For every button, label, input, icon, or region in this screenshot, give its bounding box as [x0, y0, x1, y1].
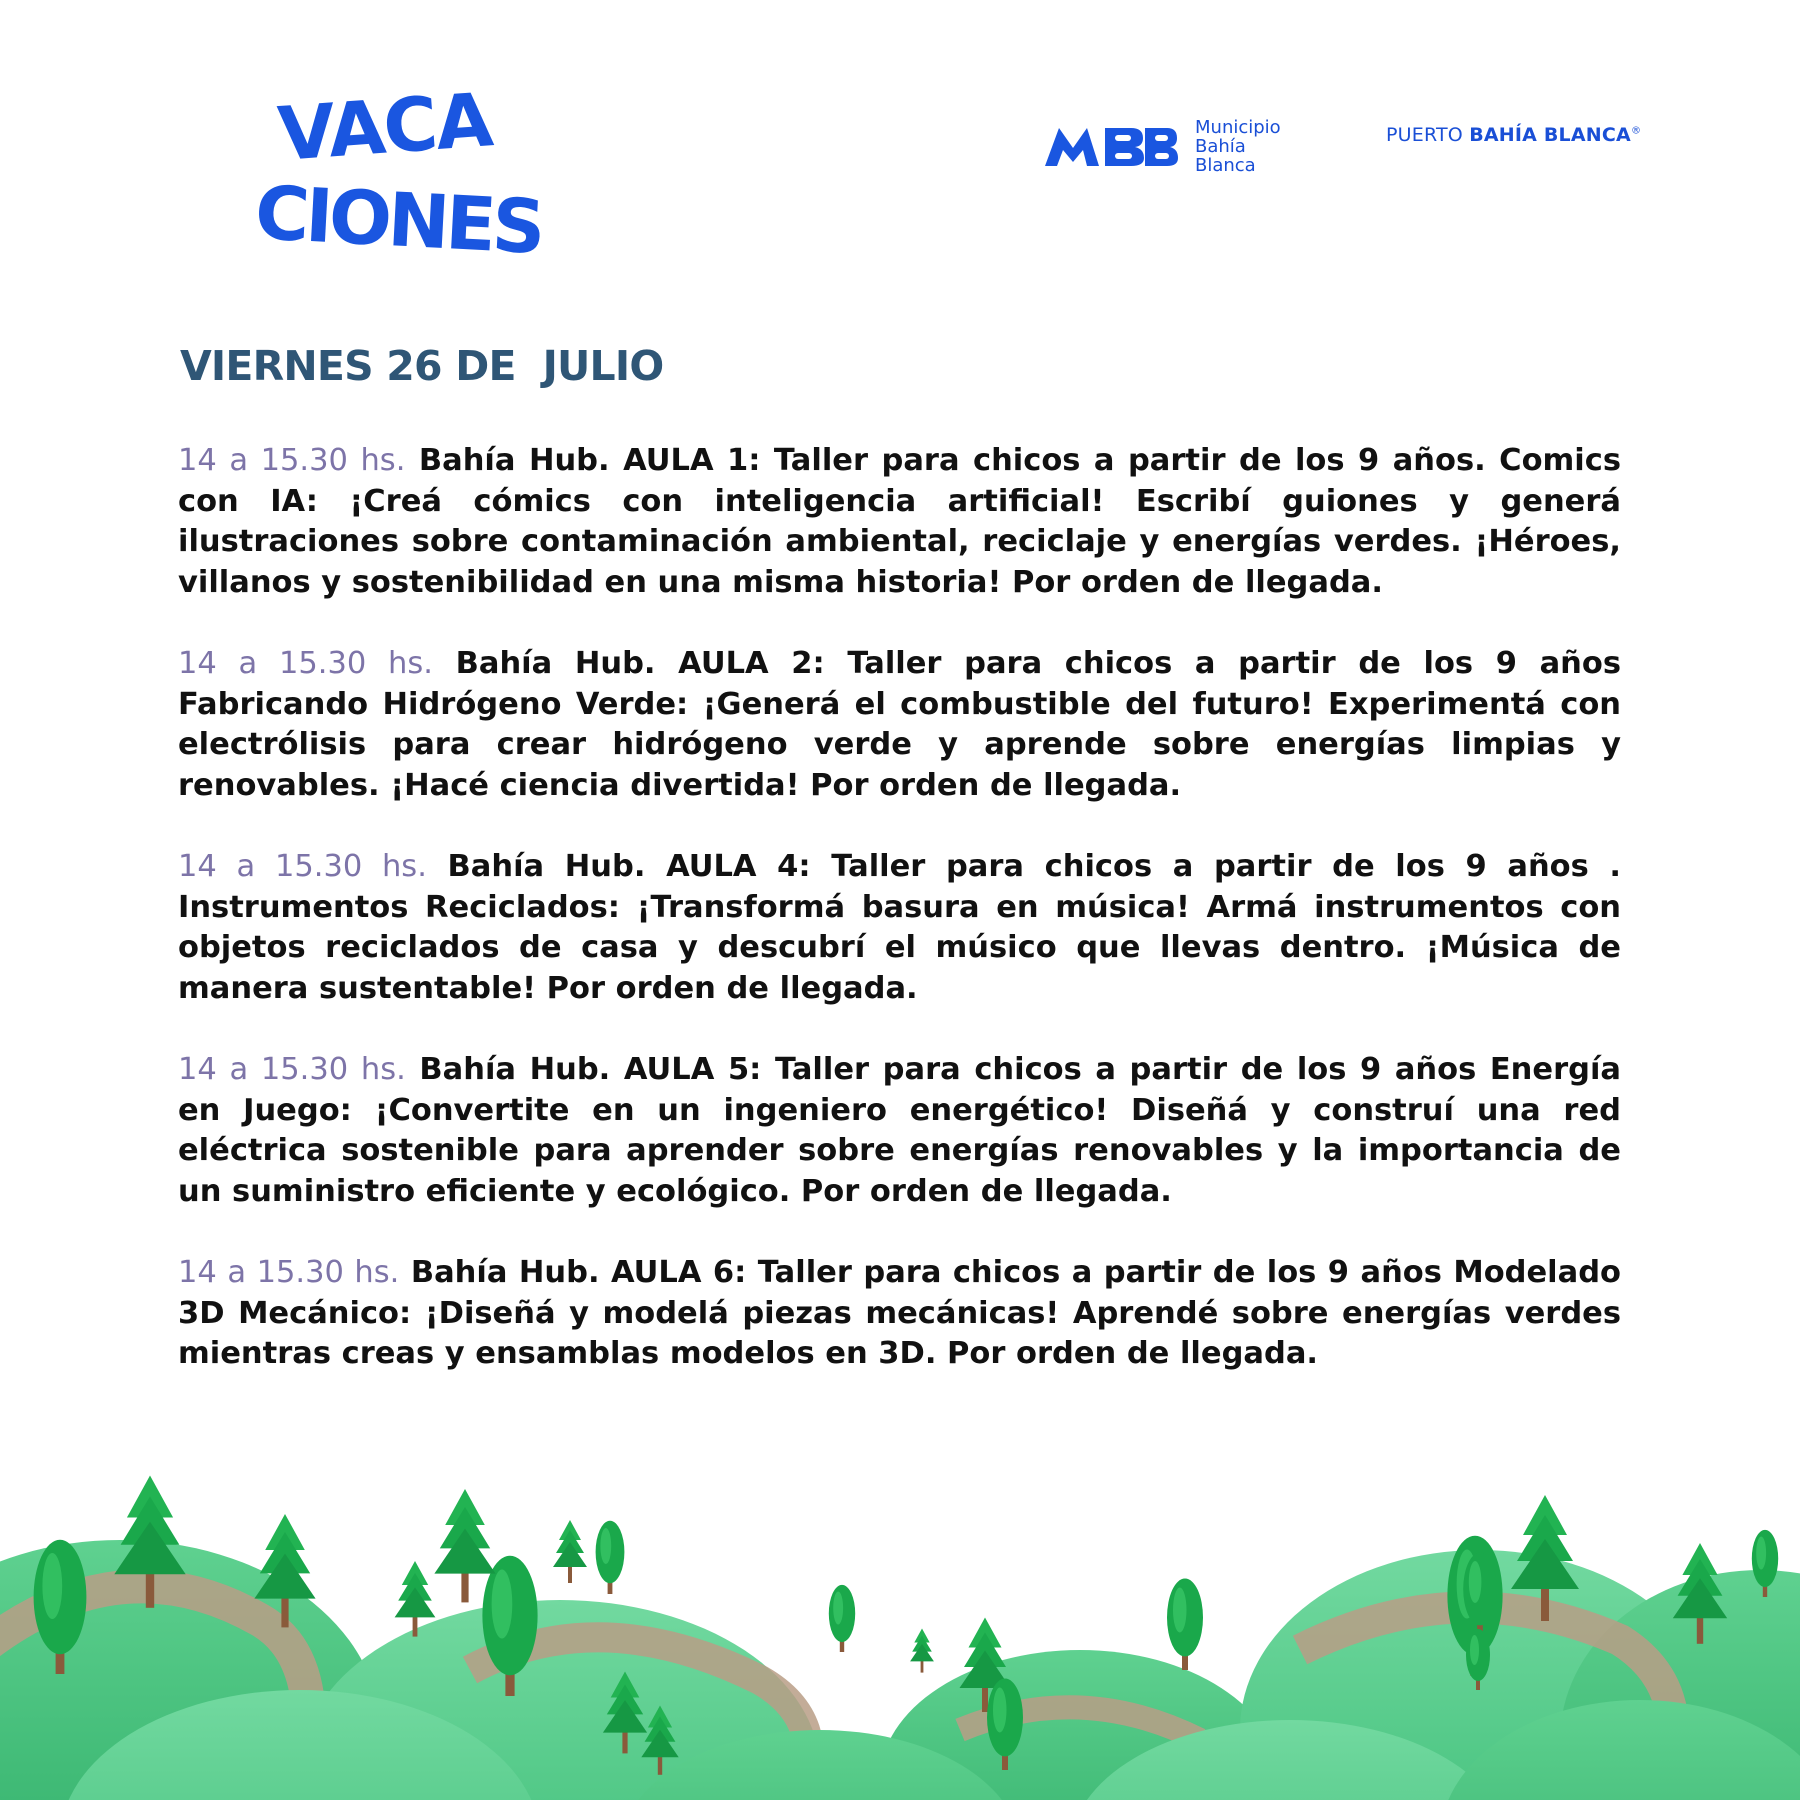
vacaciones-logo	[250, 88, 550, 258]
vacaciones-logo-line1: VACA	[275, 88, 494, 178]
event-item	[178, 644, 1621, 806]
registered-mark: ®	[1630, 125, 1642, 137]
municipio-text	[1195, 118, 1305, 175]
event-description: Bahía Hub. AULA 2: Taller para chicos a partir de los 9 años Fabricando Hidrógeno Verde: ¡Generá el combustible del futuro! Experimentá con electrólisis para crear hidrógeno verde y aprende sobre energías limpias y renovables. ¡Hacé ciencia divertida! Por orden de llegada.	[178, 646, 1621, 803]
event-time: 14 a 15.30 hs.	[178, 1052, 406, 1087]
municipio-line: Bahía	[1195, 136, 1246, 157]
event-item	[178, 847, 1621, 1009]
municipio-line: Municipio	[1195, 117, 1281, 138]
event-item	[178, 1253, 1621, 1375]
event-item	[178, 1050, 1621, 1212]
event-time: 14 a 15.30 hs.	[178, 443, 406, 478]
tree	[829, 1585, 855, 1652]
tree	[1167, 1579, 1203, 1671]
mbb-mark-icon	[1043, 122, 1178, 172]
event-description: Bahía Hub. AULA 5: Taller para chicos a partir de los 9 años Energía en Juego: ¡Convertite en un ingeniero energético! Diseñá y construí una red eléctrica sostenible para aprender sobre energías renovables y la importancia de un suministro eficiente y ecológico. Por orden de llegada.	[178, 1052, 1621, 1209]
landscape-illustration	[0, 1400, 1800, 1800]
puerto-prefix: PUERTO	[1386, 124, 1463, 146]
puerto-name: BAHÍA BLANCA	[1469, 124, 1631, 146]
event-list	[178, 441, 1621, 1416]
municipio-logo	[1043, 118, 1293, 188]
puerto-logo	[1386, 124, 1641, 146]
tree	[910, 1629, 934, 1673]
event-time: 14 a 15.30 hs.	[178, 849, 427, 884]
event-time: 14 a 15.30 hs.	[178, 1255, 400, 1290]
event-time: 14 a 15.30 hs.	[178, 646, 433, 681]
page-title: VIERNES 26 DE JULIO	[180, 342, 664, 390]
event-description: Bahía Hub. AULA 1: Taller para chicos a partir de los 9 años. Comics con IA: ¡Creá cómics con inteligencia artificial! Escribí guiones y generá ilustraciones sobre contaminación ambiental, reciclaje y energías verdes. ¡Héroes, villanos y sostenibilidad en una misma historia! Por orden de llegada.	[178, 443, 1621, 600]
vacaciones-logo-line2: CIONES	[253, 170, 544, 258]
tree	[596, 1521, 625, 1594]
event-item	[178, 441, 1621, 603]
municipio-line: Blanca	[1195, 155, 1256, 176]
event-description: Bahía Hub. AULA 4: Taller para chicos a partir de los 9 años . Instrumentos Reciclados: ¡Transformá basura en música! Armá instrumentos con objetos reciclados de casa y descubrí el músico que llevas dentro. ¡Música de manera sustentable! Por orden de llegada.	[178, 849, 1621, 1006]
tree	[553, 1520, 587, 1583]
event-description: Bahía Hub. AULA 6: Taller para chicos a partir de los 9 años Modelado 3D Mecánico: ¡Diseñá y modelá piezas mecánicas! Aprendé sobre energías verdes mientras creas y ensamblas modelos en 3D. Por orden de llegada.	[178, 1255, 1621, 1371]
